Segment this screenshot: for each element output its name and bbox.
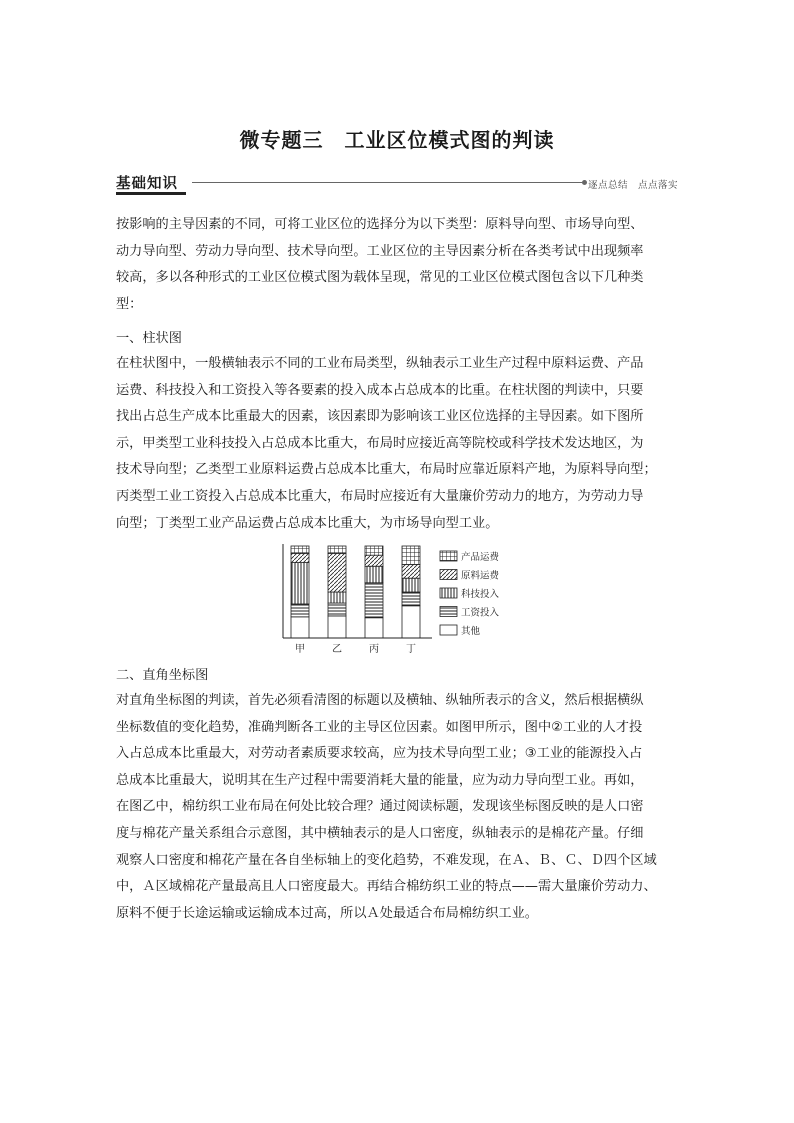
legend-label: 其他 [461,626,481,637]
bar-segment [328,603,346,616]
heading-bar-chart: 一、柱状图 [116,331,182,346]
heading-coordinate-chart: 二、直角坐标图 [116,668,209,683]
para-line: 技术导向型；乙类型工业原料运费占总成本比重大，布局时应靠近原料产地，为原料导向型； [116,462,657,478]
bar-segment [291,563,309,604]
legend-label: 工资投入 [461,607,500,619]
bar-segment [291,546,309,553]
legend-swatch [440,625,457,635]
bar-segment [402,592,420,606]
coordinate-paragraph [116,688,678,927]
para-line: 示，甲类型工业科技投入占总成本比重大，布局时应接近高等院校或科学技术发达地区，为 [116,435,644,451]
para-line: 总成本比重最大，说明其在生产过程中需要消耗大量的能量，应为动力导向型工业。再如， [116,772,644,788]
intro-paragraph [116,212,678,318]
legend-swatch [440,570,457,580]
bar-segment [328,616,346,638]
bar-segment [365,566,383,583]
section-underline [116,192,186,195]
section-header [116,172,678,196]
bar-segment [328,546,346,553]
bar-chart-paragraph [116,351,678,537]
bar-segment [402,564,420,578]
legend-swatch [440,588,457,598]
bar-segment [328,553,346,592]
para-line: 在图乙中，棉纺织工业布局在何处比较合理？通过阅读标题，发现该坐标图反映的是人口密 [116,799,644,815]
bar-segment [402,578,420,592]
legend-label: 产品运费 [461,552,500,563]
bar-segment [402,546,420,564]
para-line: 原料不便于长途运输或运输成本过高，所以Ａ处最适合布局棉纺织工业。 [116,905,538,921]
x-tick-label: 乙 [332,644,342,655]
intro-line: 型： [116,296,143,312]
para-line: 找出占总生产成本比重最大的因素，该因素即为影响该工业区位选择的主导因素。如下图所 [116,409,644,425]
intro-line: 按影响的主导因素的不同，可将工业区位的选择分为以下类型：原料导向型、市场导向型、 [116,217,644,232]
intro-line: 动力导向型、劳动力导向型、技术导向型。工业区位的主导因素分析在各类考试中出现频率 [116,243,644,259]
bar-segment [365,583,383,618]
para-line: 坐标数值的变化趋势，准确判断各工业的主导区位因素。如图甲所示，图中②工业的人才投 [116,719,643,735]
legend-label: 科技投入 [461,589,500,600]
bar-segment [291,553,309,562]
bar-segment [328,592,346,603]
section-divider-line [192,182,582,183]
bar-segment [365,618,383,638]
para-line: 观察人口密度和棉花产量在各自坐标轴上的变化趋势，不难发现，在Ａ、Ｂ、Ｃ、Ｄ四个区域 [116,852,657,868]
para-line: 入占总成本比重最大，对劳动者素质要求较高，应为技术导向型工业；③工业的能源投入占 [116,746,643,762]
bar-segment [291,617,309,638]
para-line: 运费、科技投入和工资投入等各要素的投入成本占总成本的比重。在柱状图的判读中，只要 [116,382,644,398]
legend-label: 原料运费 [461,570,500,582]
section-subtitle: 逐点总结 点点落实 [587,180,678,191]
x-tick-label: 丁 [406,644,416,655]
bar-segment [402,606,420,638]
legend-swatch [440,551,457,561]
intro-line: 较高，多以各种形式的工业区位模式图为载体呈现，常见的工业区位模式图包含以下几种类 [116,270,644,286]
x-tick-label: 丙 [369,644,379,655]
para-line: 中，Ａ区域棉花产量最高且人口密度最大。再结合棉纺织工业的特点——需大量廉价劳动力、 [116,879,657,895]
bar-segment [365,546,383,555]
page-title: 微专题三 工业区位模式图的判读 [239,128,555,152]
bar-segment [291,604,309,617]
para-line: 对直角坐标图的判读，首先必须看清图的标题以及横轴、纵轴所表示的含义，然后根据横纵 [116,693,644,708]
para-line: 向型；丁类型工业产品运费占总成本比重大，为市场导向型工业。 [116,515,499,531]
legend-swatch [440,607,457,617]
stacked-bar-chart [282,544,512,656]
para-line: 在柱状图中，一般横轴表示不同的工业布局类型，纵轴表示工业生产过程中原料运费、产品 [116,356,644,371]
bar-segment [365,555,383,566]
para-line: 度与棉花产量关系组合示意图，其中横轴表示的是人口密度，纵轴表示的是棉花产量。仔细 [116,825,644,841]
x-tick-label: 甲 [295,644,305,655]
para-line: 丙类型工业工资投入占总成本比重大，布局时应接近有大量廉价劳动力的地方，为劳动力导 [116,488,644,504]
section-label: 基础知识 [116,176,178,192]
section-divider-dot [582,180,587,185]
